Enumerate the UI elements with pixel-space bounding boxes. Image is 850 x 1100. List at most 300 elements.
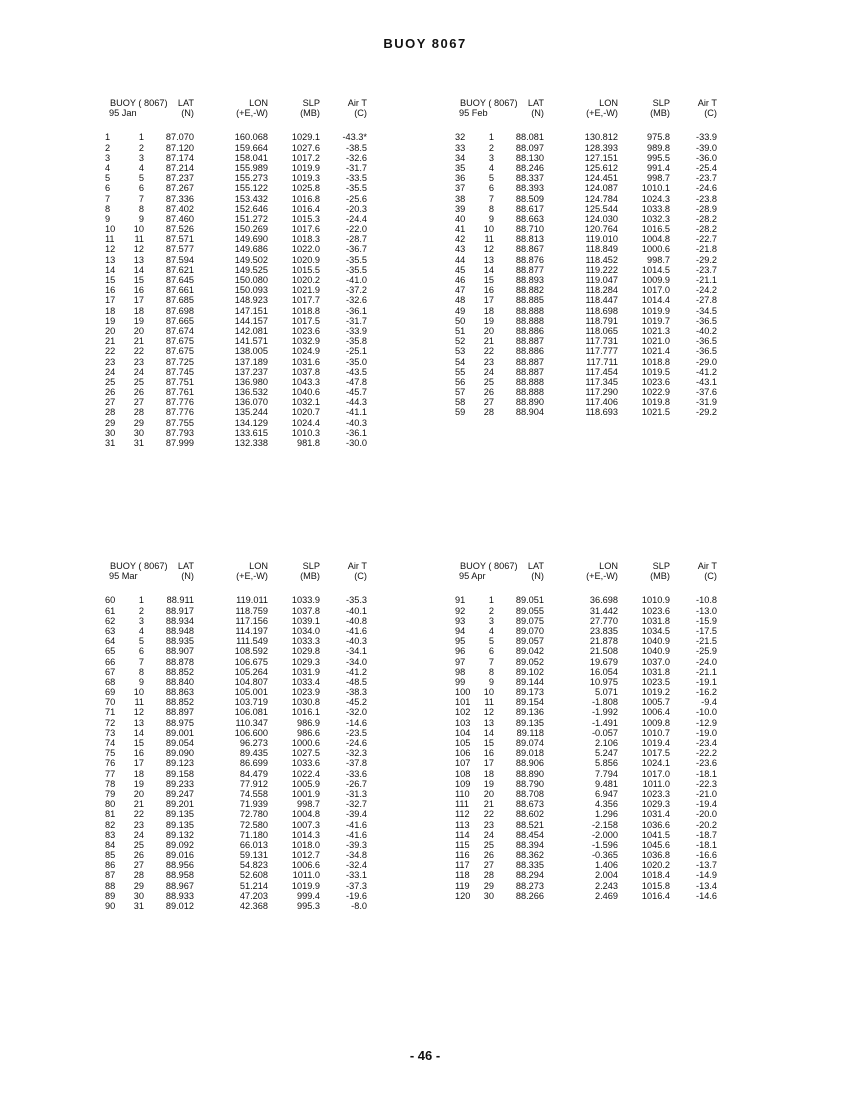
table-cell: 88.887 — [515, 366, 544, 377]
table-cell: 94 — [455, 625, 466, 636]
table-cell: 137.189 — [234, 356, 268, 367]
table-cell: 41 — [455, 224, 466, 235]
table-cell: 104.807 — [234, 676, 268, 687]
table-cell: -37.2 — [346, 285, 367, 296]
table-cell: -41.6 — [346, 625, 367, 636]
table-cell: 9 — [138, 676, 144, 687]
table-cell: 28 — [105, 407, 116, 418]
table-cell: 96 — [455, 646, 466, 657]
table-cell: 88.867 — [515, 244, 544, 255]
table-cell: 118.693 — [585, 407, 618, 418]
table-cell: -19.1 — [696, 676, 717, 687]
table-cell: 22 — [483, 346, 494, 357]
table-cell: -36.1 — [346, 305, 367, 316]
table-cell: 1017.5 — [291, 315, 320, 326]
table-cell: 1009.8 — [641, 717, 670, 728]
table-cell: -36.5 — [696, 315, 717, 326]
table-cell: -48.5 — [346, 676, 367, 687]
table-cell: -36.0 — [696, 152, 717, 163]
table-cell: 22 — [105, 346, 116, 357]
table-cell: -20.3 — [346, 203, 367, 214]
table-cell: 31 — [133, 901, 144, 911]
table-cell: 1031.9 — [291, 666, 320, 677]
table-cell: 1010.1 — [641, 183, 670, 194]
table-body — [455, 132, 755, 417]
table-cell: 88.708 — [515, 788, 544, 799]
table-cell: 89.012 — [165, 901, 194, 911]
table-cell: 87.577 — [165, 244, 194, 255]
table-row — [455, 830, 755, 840]
table-cell: 115 — [455, 839, 470, 850]
table-cell: 3 — [488, 615, 494, 626]
table-row — [105, 707, 405, 717]
table-cell: 88.337 — [515, 173, 544, 184]
table-cell: 88.878 — [165, 656, 194, 667]
column-header: SLP — [302, 561, 320, 571]
table-header-row — [105, 561, 405, 571]
column-header: (N) — [531, 108, 544, 119]
table-cell: 51 — [455, 325, 466, 336]
table-cell: 89 — [105, 890, 116, 901]
column-header: 95 Feb — [459, 108, 488, 119]
table-cell: 1029.8 — [291, 646, 320, 657]
table-cell: -20.0 — [696, 809, 717, 820]
table-cell: 88.975 — [165, 717, 194, 728]
table-cell: 1040.9 — [641, 646, 670, 657]
table-row — [105, 357, 405, 367]
table-cell: -33.9 — [696, 132, 717, 143]
table-cell: 24 — [133, 829, 144, 840]
table-cell: 17 — [105, 295, 116, 306]
table-cell: 1033.9 — [291, 595, 320, 606]
table-cell: 1019.5 — [641, 366, 670, 377]
table-cell: 46 — [455, 275, 466, 285]
table-row — [455, 132, 755, 142]
table-cell: 5 — [488, 636, 494, 647]
table-cell: 155.273 — [234, 173, 268, 184]
table-cell: -45.2 — [346, 697, 367, 708]
table-row — [105, 646, 405, 656]
table-cell: 88.958 — [165, 870, 194, 881]
table-row — [455, 769, 755, 779]
table-header-row — [105, 108, 405, 118]
table-cell: 88.917 — [165, 605, 194, 616]
table-cell: 65 — [105, 646, 116, 657]
column-header: LAT — [527, 98, 544, 108]
table-cell: 87.675 — [165, 336, 194, 347]
table-cell: -1.808 — [591, 697, 618, 708]
table-cell: 12 — [133, 244, 144, 255]
table-cell: 1032.9 — [291, 336, 320, 347]
table-row — [455, 870, 755, 880]
table-cell: -22.2 — [696, 748, 717, 759]
table-cell: 1023.9 — [291, 687, 320, 698]
table-cell: 88.273 — [515, 880, 544, 891]
table-cell: 85 — [105, 850, 116, 861]
table-cell: -23.7 — [696, 173, 717, 184]
table-cell: 11 — [134, 697, 144, 708]
table-row — [455, 860, 755, 870]
table-cell: 1015.5 — [291, 264, 320, 275]
table-cell: -43.3* — [342, 132, 367, 143]
column-header: (+E,-W) — [586, 108, 618, 119]
table-cell: 1023.3 — [641, 788, 670, 799]
table-cell: 88.890 — [515, 768, 544, 779]
table-cell: 18 — [105, 305, 116, 316]
table-row — [455, 183, 755, 193]
table-cell: 59 — [455, 407, 466, 418]
column-header: LON — [599, 561, 618, 571]
table-cell: 1027.5 — [291, 748, 320, 759]
table-cell: 1027.6 — [291, 142, 320, 153]
table-cell: 4 — [488, 162, 494, 173]
table-cell: 88.130 — [515, 152, 544, 163]
table-cell: 103.719 — [234, 697, 268, 708]
table-row — [105, 891, 405, 901]
table-cell: -16.6 — [696, 850, 717, 861]
table-row — [455, 646, 755, 656]
table-cell: -35.8 — [346, 336, 367, 347]
table-cell: 117.156 — [235, 615, 268, 626]
table-cell: 1021.3 — [641, 325, 670, 336]
table-cell: 12 — [483, 244, 494, 255]
table-cell: 6 — [105, 183, 111, 194]
table-cell: 1021.5 — [641, 407, 670, 418]
table-cell: 88.967 — [165, 880, 194, 891]
column-header: LON — [599, 98, 618, 108]
table-cell: -40.2 — [696, 325, 717, 336]
table-cell: 148.923 — [234, 295, 268, 306]
table-cell: -19.0 — [696, 727, 717, 738]
table-cell: 16.054 — [589, 666, 618, 677]
table-header-row — [455, 98, 755, 108]
table-cell: 118.849 — [585, 244, 618, 255]
table-row — [105, 306, 405, 316]
table-cell: 71.939 — [239, 799, 268, 810]
table-cell: -43.5 — [346, 366, 367, 377]
table-cell: 144.157 — [234, 315, 268, 326]
table-cell: -35.3 — [346, 595, 367, 606]
table-cell: 88.246 — [515, 162, 544, 173]
table-cell: 1005.7 — [641, 697, 670, 708]
table-cell: 21 — [133, 799, 144, 810]
table-cell: 1020.2 — [641, 860, 670, 871]
table-cell: 74 — [105, 738, 116, 748]
table-cell: 66.013 — [239, 839, 268, 850]
table-cell: 22 — [133, 809, 144, 820]
table-cell: 113 — [455, 819, 470, 830]
table-cell: 74.558 — [239, 788, 268, 799]
table-cell: 15 — [483, 738, 494, 748]
table-cell: 117.777 — [585, 346, 618, 357]
table-cell: 150.269 — [234, 224, 268, 235]
table-cell: 26 — [133, 850, 144, 861]
table-cell: -22.0 — [346, 224, 367, 235]
table-cell: 7 — [488, 656, 494, 667]
table-cell: 19 — [483, 778, 494, 789]
table-cell: 104 — [455, 727, 471, 738]
table-cell: 1032.3 — [641, 213, 670, 224]
table-cell: 1036.6 — [641, 819, 670, 830]
table-cell: 25 — [483, 376, 494, 387]
table-cell: 88.362 — [515, 850, 544, 861]
table-cell: 71.180 — [239, 829, 268, 840]
table-cell: 59.131 — [239, 850, 268, 861]
table-cell: 6.947 — [595, 788, 618, 799]
table-cell: 1033.6 — [291, 758, 320, 769]
table-cell: 17 — [483, 758, 494, 769]
table-cell: 75 — [105, 748, 116, 759]
table-row — [455, 377, 755, 387]
table-cell: -34.1 — [346, 646, 367, 657]
table-cell: 124.784 — [584, 193, 618, 204]
table-cell: 89.016 — [165, 850, 194, 861]
table-cell: 88.890 — [515, 397, 544, 408]
table-cell: -24.6 — [346, 738, 367, 748]
table-row — [455, 316, 755, 326]
table-row — [455, 173, 755, 183]
table-cell: 4.356 — [595, 799, 618, 810]
table-row — [105, 779, 405, 789]
table-cell: 1011.0 — [642, 778, 670, 789]
table-cell: 89.132 — [165, 829, 194, 840]
table-cell: 89.135 — [165, 819, 194, 830]
table-row — [105, 377, 405, 387]
table-cell: 89.118 — [516, 727, 544, 738]
table-cell: 10 — [483, 224, 494, 235]
table-cell: 1022.4 — [291, 768, 320, 779]
table-cell: 1031.4 — [641, 809, 670, 820]
table-cell: 1014.4 — [641, 295, 670, 306]
table-row — [455, 881, 755, 891]
table-cell: 5 — [138, 636, 144, 647]
table-cell: 40 — [455, 213, 466, 224]
table-row — [105, 265, 405, 275]
table-cell: -25.4 — [696, 162, 717, 173]
table-row — [105, 830, 405, 840]
table-cell: 89.173 — [515, 687, 544, 698]
table-cell: -13.0 — [696, 605, 717, 616]
table-cell: -39.3 — [346, 839, 367, 850]
table-cell: 87.070 — [165, 132, 194, 143]
table-cell: 88.663 — [515, 213, 544, 224]
table-cell: 20 — [105, 325, 116, 336]
column-header: (+E,-W) — [236, 571, 268, 582]
table-cell: 1021.9 — [291, 285, 320, 296]
table-cell: 87.675 — [165, 346, 194, 357]
table-cell: 87.665 — [165, 315, 194, 326]
table-cell: -18.7 — [696, 829, 717, 840]
table-cell: 29 — [105, 417, 116, 428]
table-cell: 1019.7 — [641, 315, 670, 326]
table-cell: -10.8 — [696, 595, 717, 606]
table-cell: 110 — [455, 788, 470, 799]
table-cell: 118.698 — [585, 305, 618, 316]
table-cell: 24 — [483, 829, 494, 840]
table-cell: -32.3 — [346, 748, 367, 759]
table-cell: 10 — [133, 687, 144, 698]
table-header-row — [455, 108, 755, 118]
table-cell: 3 — [138, 152, 144, 163]
table-cell: 87.526 — [165, 224, 194, 235]
table-cell: -47.8 — [346, 376, 367, 387]
table-cell: 30 — [133, 890, 144, 901]
table-cell: 5.247 — [595, 748, 618, 759]
table-cell: 16 — [483, 285, 494, 296]
table-cell: 87.174 — [165, 152, 194, 163]
table-cell: 88.266 — [515, 890, 544, 901]
table-cell: 89.435 — [239, 748, 268, 759]
table-cell: 1.296 — [595, 809, 618, 820]
table-cell: 88.876 — [515, 254, 544, 265]
table-cell: 1022.0 — [291, 244, 320, 255]
table-cell: 31 — [105, 438, 116, 448]
table-cell: 91 — [455, 595, 466, 606]
table-cell: 27.770 — [589, 615, 618, 626]
column-header: 95 Jan — [109, 108, 137, 119]
table-row — [455, 616, 755, 626]
table-cell: 975.8 — [647, 132, 670, 143]
table-cell: 88.852 — [165, 697, 194, 708]
table-cell: 1018.3 — [291, 234, 320, 245]
table-cell: 70 — [105, 697, 116, 708]
table-cell: -40.1 — [346, 605, 367, 616]
table-row — [455, 809, 755, 819]
table-row — [455, 163, 755, 173]
table-cell: 147.151 — [234, 305, 268, 316]
table-row — [455, 387, 755, 397]
table-cell: 116 — [455, 850, 470, 861]
table-cell: 87.755 — [165, 417, 194, 428]
table-cell: 88.840 — [165, 676, 194, 687]
table-row — [455, 891, 755, 901]
table-cell: 1014.5 — [641, 264, 670, 275]
table-cell: 87.761 — [165, 387, 194, 398]
table-cell: 88.948 — [165, 625, 194, 636]
table-cell: 151.272 — [234, 213, 268, 224]
table-cell: 18 — [133, 305, 144, 316]
table-row — [105, 438, 405, 448]
table-cell: -20.2 — [696, 819, 717, 830]
table-cell: 105.001 — [234, 687, 268, 698]
table-cell: -29.2 — [696, 254, 717, 265]
column-header: BUOY ( 8067) — [460, 561, 518, 571]
column-header: (C) — [354, 108, 367, 119]
table-row — [105, 428, 405, 438]
table-cell: 111 — [455, 799, 469, 810]
table-cell: 51.214 — [239, 880, 268, 891]
table-cell: 44 — [455, 254, 466, 265]
table-cell: 105.264 — [234, 666, 268, 677]
table-cell: 17 — [483, 295, 494, 306]
table-cell: 28 — [483, 407, 494, 418]
table-cell: 2 — [105, 142, 111, 153]
table-cell: -27.8 — [696, 295, 717, 306]
table-cell: 21 — [483, 799, 494, 810]
column-header: 95 Mar — [109, 571, 138, 582]
table-cell: 1004.8 — [291, 809, 320, 820]
column-header: (MB) — [300, 108, 320, 119]
table-cell: 88.394 — [515, 839, 544, 850]
table-cell: 152.646 — [234, 203, 268, 214]
table-cell: 88.852 — [165, 666, 194, 677]
table-cell: 12 — [483, 707, 494, 718]
table-cell: -41.6 — [346, 819, 367, 830]
table-cell: 69 — [105, 687, 116, 698]
table-cell: 89.051 — [515, 595, 544, 606]
table-cell: 160.068 — [234, 132, 268, 143]
table-cell: 106.081 — [234, 707, 268, 718]
table-cell: 1010.7 — [641, 727, 670, 738]
table-cell: -24.6 — [696, 183, 717, 194]
table-cell: -32.6 — [346, 152, 367, 163]
table-cell: 87.725 — [165, 356, 194, 367]
table-cell: 5 — [105, 173, 111, 184]
table-row — [105, 163, 405, 173]
table-cell: 33 — [455, 142, 466, 153]
table-cell: 88.887 — [515, 356, 544, 367]
table-cell: 106.600 — [234, 727, 268, 738]
table-cell: 114.197 — [235, 625, 268, 636]
table-cell: 1017.5 — [641, 748, 670, 759]
table-cell: 1039.1 — [291, 615, 320, 626]
table-cell: 23 — [483, 819, 494, 830]
table-cell: 87.999 — [165, 438, 194, 448]
table-cell: 21 — [105, 336, 116, 347]
table-cell: 66 — [105, 656, 116, 667]
table-cell: 1024.9 — [291, 346, 320, 357]
table-cell: 118.447 — [585, 295, 618, 306]
table-cell: 30 — [133, 427, 144, 438]
table-cell: 128.393 — [584, 142, 618, 153]
table-cell: 84.479 — [239, 768, 268, 779]
table-cell: 56 — [455, 376, 466, 387]
table-cell: -39.0 — [696, 142, 717, 153]
table-cell: 153.432 — [234, 193, 268, 204]
table-cell: 105 — [455, 738, 471, 748]
table-row — [105, 626, 405, 636]
table-cell: 12 — [105, 244, 116, 255]
table-cell: -38.5 — [346, 142, 367, 153]
table-cell: -34.5 — [696, 305, 717, 316]
table-cell: 1019.2 — [641, 687, 670, 698]
table-cell: -41.1 — [346, 407, 367, 418]
table-cell: 1020.2 — [291, 275, 320, 285]
table-row — [105, 336, 405, 346]
table-cell: 25 — [133, 376, 144, 387]
table-cell: 1033.4 — [291, 676, 320, 687]
table-cell: 38 — [455, 193, 466, 204]
table-cell: 19 — [483, 315, 494, 326]
table-row — [105, 881, 405, 891]
table-cell: 88.882 — [515, 285, 544, 296]
table-cell: 72.580 — [239, 819, 268, 830]
table-cell: 89.102 — [515, 666, 544, 677]
table-row — [455, 697, 755, 707]
table-cell: -35.5 — [346, 264, 367, 275]
table-cell: -23.8 — [696, 193, 717, 204]
table-cell: 29 — [483, 880, 494, 891]
table-cell: 117.345 — [585, 376, 618, 387]
table-cell: 1006.6 — [291, 860, 320, 871]
table-cell: 72 — [105, 717, 116, 728]
table-cell: 998.7 — [647, 254, 670, 265]
table-cell: 16 — [105, 285, 116, 296]
table-cell: -21.1 — [696, 275, 717, 285]
table-cell: -34.0 — [346, 656, 367, 667]
table-row — [105, 407, 405, 417]
table-cell: 1017.2 — [291, 152, 320, 163]
